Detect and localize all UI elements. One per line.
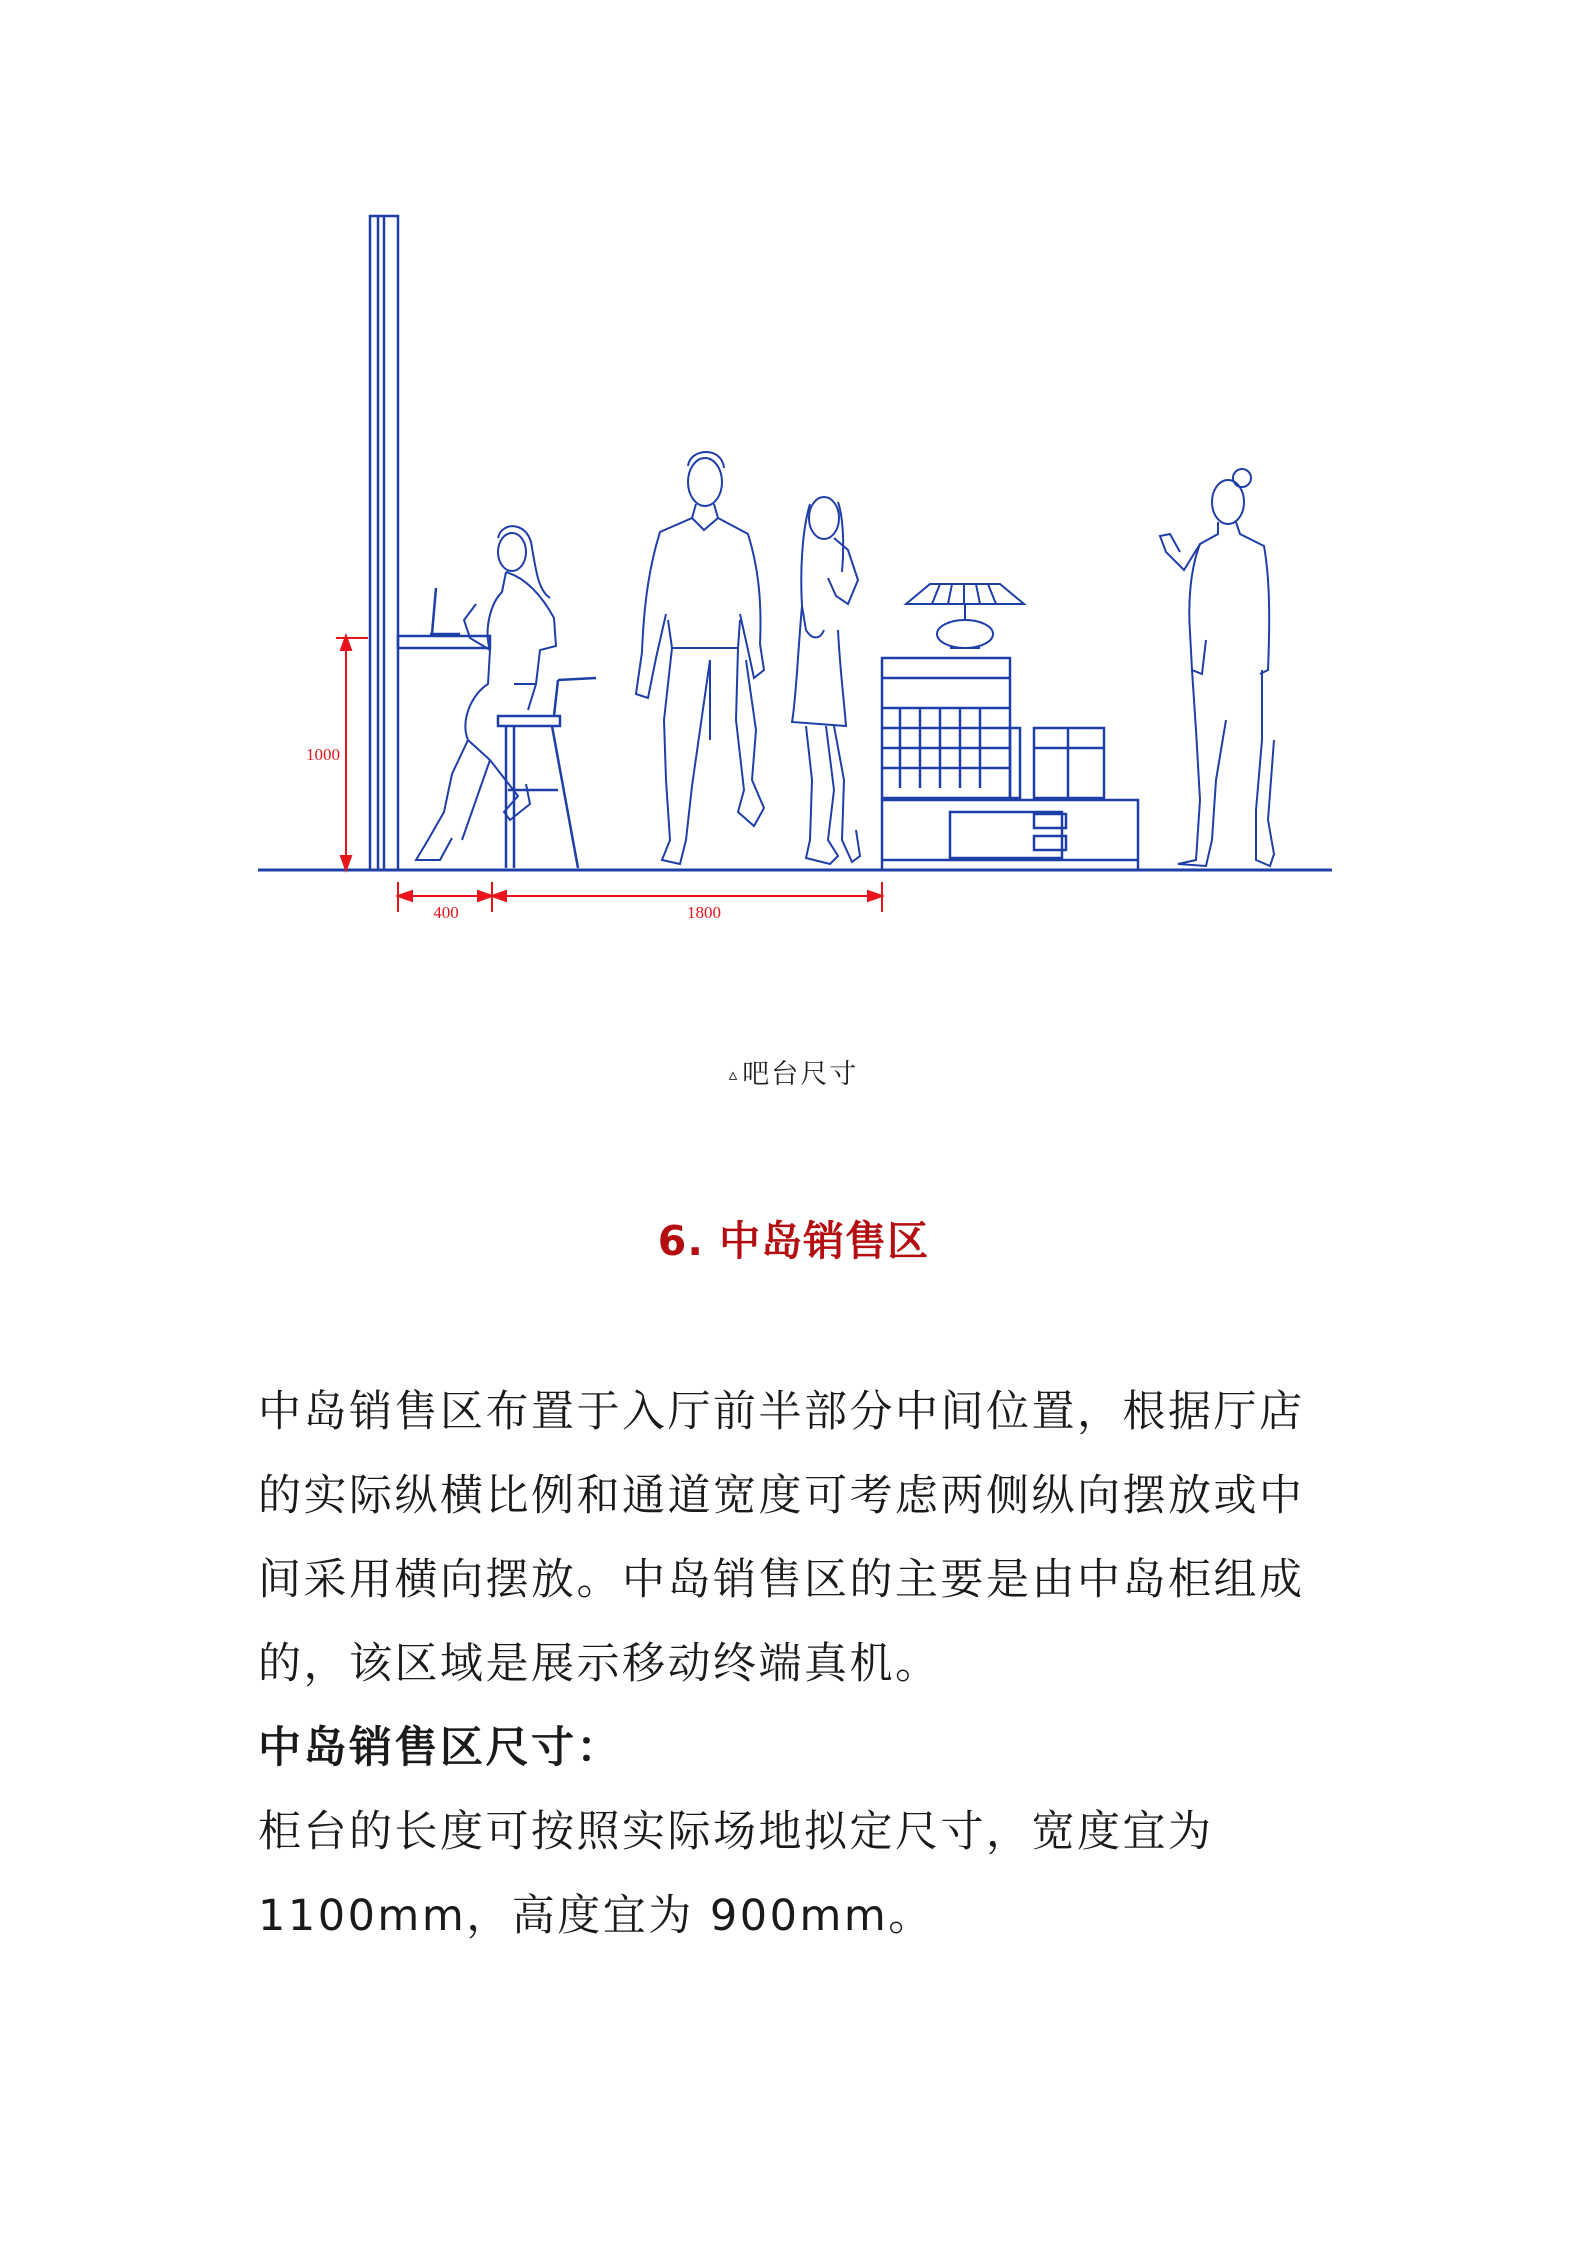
section-heading: 6. 中岛销售区 <box>657 1217 930 1265</box>
bar-counter <box>398 588 490 648</box>
bar-counter-elevation-drawing <box>240 200 1360 940</box>
wall-column <box>370 216 398 870</box>
figure-caption <box>0 1052 1587 1091</box>
standing-woman-right-figure <box>1160 469 1274 866</box>
seated-woman-figure <box>416 526 556 860</box>
display-cabinet <box>882 658 1138 870</box>
dimension-subheading: 中岛销售区尺寸： <box>258 1723 622 1773</box>
bar-stool <box>498 678 596 868</box>
dimension-seat-depth-label: 400 <box>433 903 459 922</box>
section-body <box>258 1370 1348 1958</box>
dimension-aisle-width-label: 1800 <box>687 903 721 922</box>
intro-paragraph: 中岛销售区布置于入厅前半部分中间位置，根据厅店的实际纵横比例和通道宽度可考虑两侧纵向摆放或中间采用横向摆放。中岛销售区的主要是由中岛柜组成的，该区域是展示移动终端真机。 <box>258 1387 1305 1689</box>
table-lamp <box>906 584 1024 648</box>
walking-man-figure <box>636 452 764 864</box>
caption-triangle-icon: ▵ <box>728 1065 740 1085</box>
dimension-paragraph: 柜台的长度可按照实际场地拟定尺寸，宽度宜为 1100mm，高度宜为 900mm。 <box>258 1807 1214 1941</box>
caption-text: 吧台尺寸 <box>742 1059 859 1090</box>
standing-woman-phone-figure <box>792 497 860 864</box>
dimension-height-label: 1000 <box>306 745 340 764</box>
